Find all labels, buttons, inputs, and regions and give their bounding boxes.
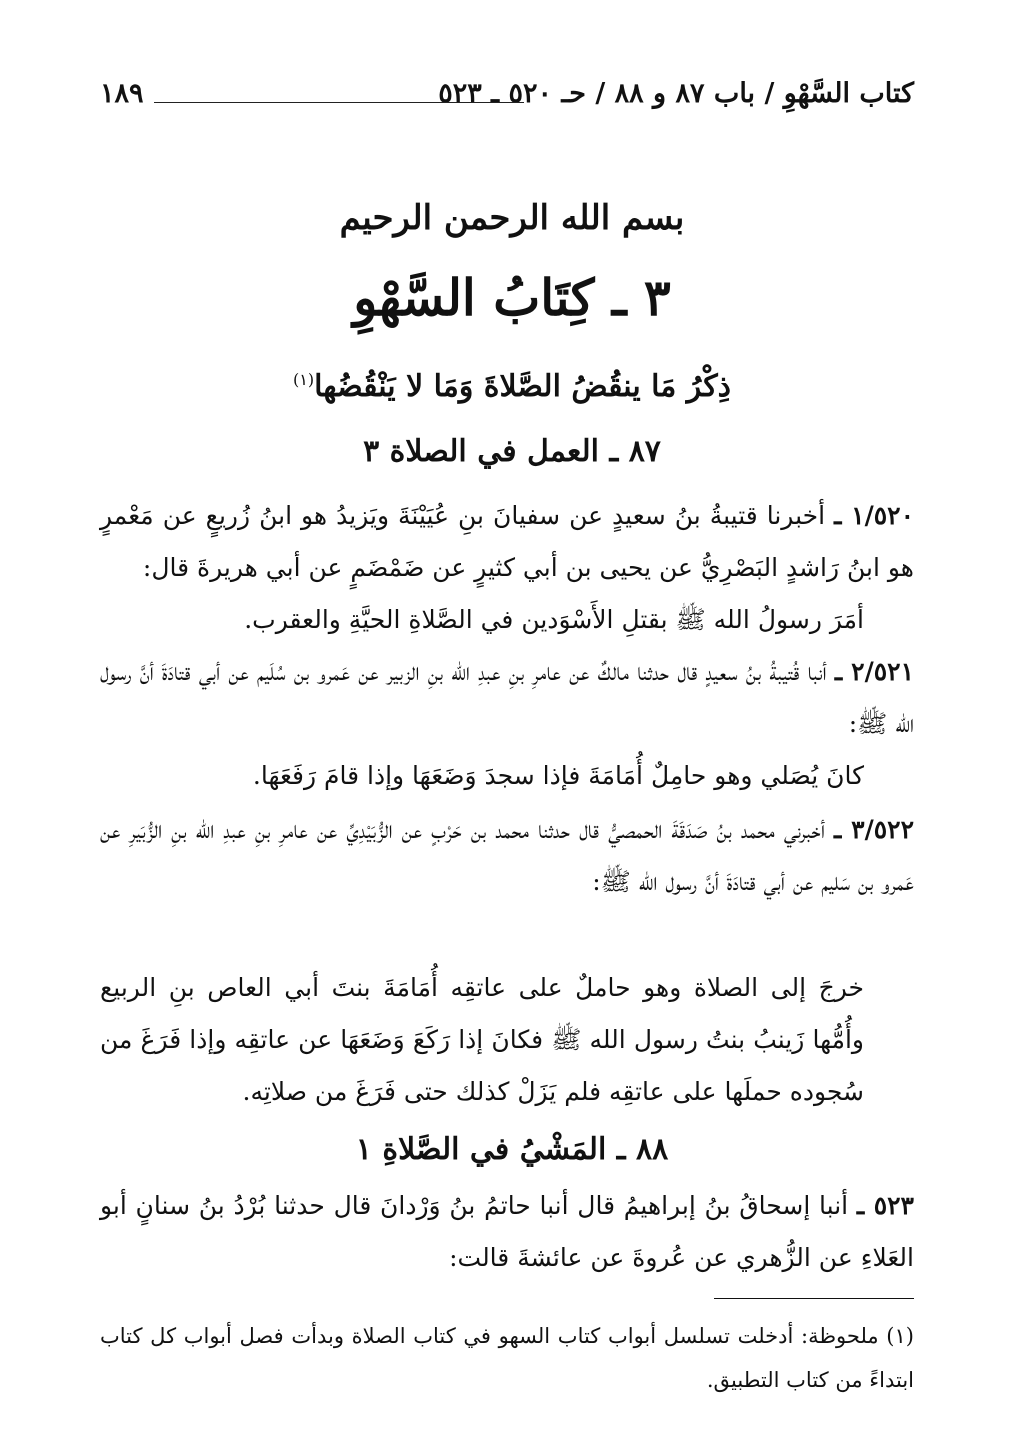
hadith-text: أنبا إسحاقُ بنُ إبراهيمُ قال أنبا حاتمُ بنُ وَرْدانَ قال حدثنا بُرْدُ بنُ سنانٍ أبو العَلاءِ عن الزُّهري عن عُروةَ عن عائشةَ قالت: xyxy=(100,1191,914,1272)
hadith-number: ٣/٥٢٢ ـ xyxy=(834,815,914,844)
hadith-number: ١/٥٢٠ ـ xyxy=(834,501,914,530)
footnote-separator xyxy=(714,1298,914,1299)
footnote-marker: (١) xyxy=(293,370,315,389)
hadith-number: ٥٢٣ ـ xyxy=(856,1191,914,1220)
page-number: ١٨٩ xyxy=(100,78,144,109)
book-subtitle xyxy=(0,356,1024,411)
hadith-text: أخبرني محمد بنُ صَدَقَةَ الحمصيُّ قال حدثنا محمد بن حَرْبٍ عن الزُّبَيْدِيِّ عن عامرِ بنِ عبدِ الله بنِ الزُّبَيرِ عن عَمرو بن سَليم عن أبي قتادَةَ أنَّ رسول الله ﷺ: xyxy=(100,815,914,896)
subtitle-text: ذِكْرُ مَا ينقُضُ الصَّلاةَ وَمَا لا يَنْقُضُها xyxy=(314,369,731,404)
hadith-520-matn: أمَرَ رسولُ الله ﷺ بقتلِ الأَسْوَدين في الصَّلاةِ الحيَّةِ والعقرب. xyxy=(244,605,864,634)
hadith-text: أنبا قُتيبةُ بنُ سعيدٍ قال حدثنا مالكٌ عن عامرِ بنِ عبدِ الله بنِ الزبير عن عَمرو بن سُلَيم عن أبي قتادَةَ أنَّ رسول الله ﷺ: xyxy=(100,657,914,738)
hadith-520-isnad xyxy=(100,490,914,594)
running-head-rule xyxy=(154,102,524,103)
chapter-heading-88: ٨٨ ـ المَشْيُ في الصَّلاةِ ١ xyxy=(355,1132,669,1167)
running-head xyxy=(100,70,914,122)
hadith-number: ٢/٥٢١ ـ xyxy=(834,657,915,686)
footnote: (١) ملحوظة: أدخلت تسلسل أبواب كتاب السهو في كتاب الصلاة وبدأت فصل أبواب كل كتاب ابتداءً من كتاب التطبيق. xyxy=(100,1324,914,1392)
hadith-522-isnad xyxy=(100,804,914,908)
basmala: بسم الله الرحمن الرحيم xyxy=(339,198,685,238)
book-title: ٣ ـ كِتَابُ السَّهْوِ xyxy=(353,268,671,327)
hadith-522-matn: خرجَ إلى الصلاة وهو حاملٌ على عاتقِه أُمَامَةَ بنتَ أبي العاص بنِ الربيع وأُمُّها زَينبُ بنتُ رسول الله ﷺ فكانَ إذا رَكَعَ وَضَعَهَا عن عاتقِه وإذا فَرَغَ من سُجوده حملَها على عاتقِه فلم يَزَلْ كذلك حتى فَرَغَ من صلاتِه. xyxy=(100,973,864,1106)
chapter-heading-87: ٨٧ ـ العمل في الصلاة ٣ xyxy=(363,434,661,469)
running-head-title: كتاب السَّهْوِ / باب ٨٧ و ٨٨ / حـ ٥٢٠ ـ ٥٢٣ xyxy=(438,78,914,109)
hadith-523-isnad xyxy=(100,1180,914,1284)
hadith-text: أخبرنا قتيبةُ بنُ سعيدٍ عن سفيانَ بنِ عُيَيْنَةَ ويَزيدُ هو ابنُ زُريعٍ عن مَعْمرٍ هو ابنُ رَاشدٍ البَصْرِيُّ عن يحيى بن أبي كثيرٍ عن ضَمْضَمٍ عن أبي هريرةَ قال: xyxy=(100,501,914,582)
hadith-521-isnad xyxy=(100,646,914,750)
hadith-521-matn: كانَ يُصَلي وهو حامِلٌ أُمَامَةَ فإذا سجدَ وَضَعَهَا وإذا قامَ رَفَعَهَا. xyxy=(252,761,864,790)
